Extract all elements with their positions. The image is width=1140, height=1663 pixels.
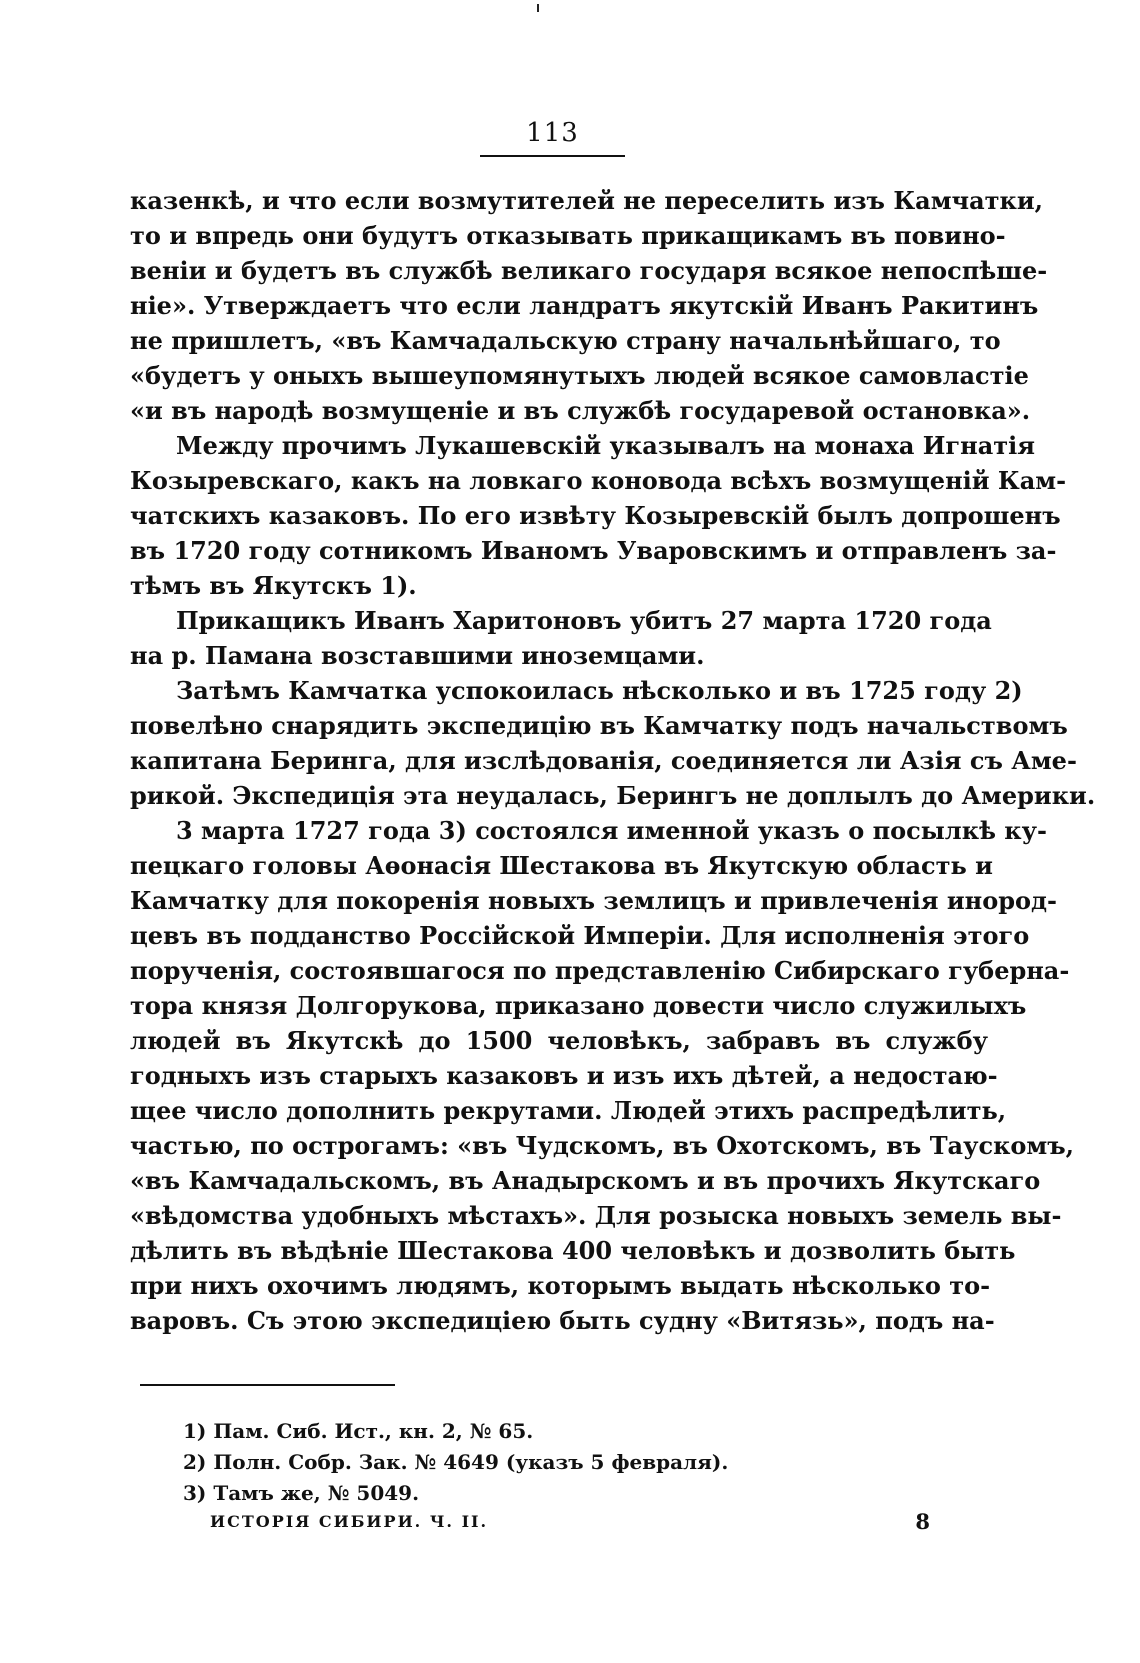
text-line: Между прочимъ Лукашевскій указывалъ на монаха Игнатія [176, 431, 1035, 460]
text-line: то и впредь они будутъ отказывать прикащикамъ въ повино- [130, 221, 1006, 250]
text-line: чатскихъ казаковъ. По его извѣту Козыревскій былъ допрошенъ [130, 501, 1061, 530]
signature-row [210, 1507, 930, 1537]
footnotes [183, 1416, 943, 1509]
text-line: «будетъ у оныхъ вышеупомянутыхъ людей всякое самовластіе [130, 361, 1029, 390]
header-rule [480, 155, 625, 157]
text-line: тѣмъ въ Якутскъ 1). [130, 571, 417, 600]
text-line: частью, по острогамъ: «въ Чудскомъ, въ Охотскомъ, въ Таускомъ, [130, 1131, 1075, 1160]
text-line: Камчатку для покоренія новыхъ землицъ и привлеченія инород- [130, 886, 1057, 915]
text-line: повелѣно снарядить экспедицію въ Камчатку подъ начальствомъ [130, 711, 1068, 740]
footnote-rule [140, 1384, 395, 1386]
text-line: щее число дополнить рекрутами. Людей этихъ распредѣлить, [130, 1096, 1007, 1125]
sheet-number: 8 [915, 1509, 930, 1534]
text-line: капитана Беринга, для изслѣдованія, соединяется ли Азія съ Аме- [130, 746, 1077, 775]
text-line: варовъ. Съ этою экспедиціею быть судну «Витязь», подъ на- [130, 1306, 995, 1335]
text-line: годныхъ изъ старыхъ казаковъ и изъ ихъ дѣтей, а недостаю- [130, 1061, 998, 1090]
text-line: казенкѣ, и что если возмутителей не переселить изъ Камчатки, [130, 186, 1044, 215]
text-line: «въ Камчадальскомъ, въ Анадырскомъ и въ прочихъ Якутскаго [130, 1166, 1041, 1195]
text-line: веніи и будетъ въ службѣ великаго государя всякое непоспѣше- [130, 256, 1048, 285]
page-header [480, 118, 625, 158]
text-line: людей въ Якутскѣ до 1500 человѣкъ, забравъ въ службу [130, 1026, 988, 1055]
footnote: 3) Тамъ же, № 5049. [183, 1481, 420, 1505]
scan-mark [537, 4, 539, 12]
footnote: 2) Полн. Собр. Зак. № 4649 (указъ 5 февраля). [183, 1450, 729, 1474]
text-line: цевъ въ подданство Россійской Имперіи. Для исполненія этого [130, 921, 1030, 950]
body-text [130, 183, 1096, 1338]
text-line: «и въ народѣ возмущеніе и въ службѣ государевой остановка». [130, 396, 1031, 425]
text-line: пецкаго головы Аѳонасія Шестакова въ Якутскую область и [130, 851, 993, 880]
footnote: 1) Пам. Сиб. Ист., кн. 2, № 65. [183, 1419, 534, 1443]
text-line: Прикащикъ Иванъ Харитоновъ убитъ 27 марта 1720 года [176, 606, 992, 635]
text-line: тора князя Долгорукова, приказано довести число служилыхъ [130, 991, 1027, 1020]
text-line: въ 1720 году сотникомъ Иваномъ Уваровскимъ и отправленъ за- [130, 536, 1057, 565]
text-line: на р. Памана возставшими иноземцами. [130, 641, 705, 670]
text-line: дѣлить въ вѣдѣніе Шестакова 400 человѣкъ и дозволить быть [130, 1236, 1016, 1265]
text-line: Козыревскаго, какъ на ловкаго коновода всѣхъ возмущеній Кам- [130, 466, 1067, 495]
text-line: «вѣдомства удобныхъ мѣстахъ». Для розыска новыхъ земель вы- [130, 1201, 1062, 1230]
text-line: порученія, состоявшагося по представленію Сибирскаго губерна- [130, 956, 1070, 985]
text-line: 3 марта 1727 года 3) состоялся именной указъ о посылкѣ ку- [176, 816, 1047, 845]
signature-text: ИСТОРІЯ СИБИРИ. Ч. II. [210, 1512, 489, 1531]
text-line: ніе». Утверждаетъ что если ландратъ якутскій Иванъ Ракитинъ [130, 291, 1039, 320]
text-line: Затѣмъ Камчатка успокоилась нѣсколько и въ 1725 году 2) [176, 676, 1023, 705]
text-line: при нихъ охочимъ людямъ, которымъ выдать нѣсколько то- [130, 1271, 991, 1300]
text-line: рикой. Экспедиція эта неудалась, Берингъ не доплылъ до Америки. [130, 781, 1096, 810]
page-number: 113 [526, 118, 579, 148]
text-line: не пришлетъ, «въ Камчадальскую страну начальнѣйшаго, то [130, 326, 1001, 355]
